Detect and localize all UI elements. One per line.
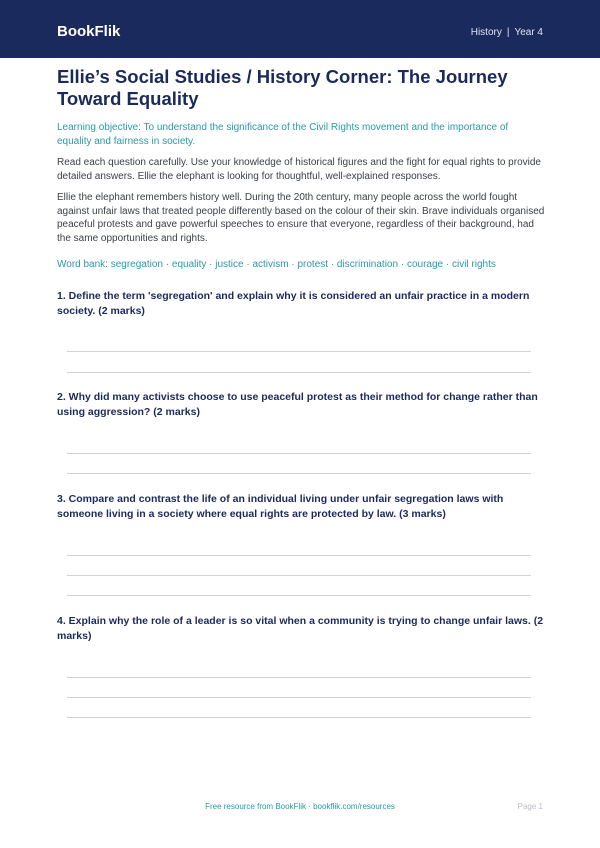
subject-year-label bbox=[471, 26, 543, 40]
answer-line[interactable] bbox=[67, 351, 531, 352]
brand-logo: BookFlik bbox=[57, 23, 121, 40]
meta-separator: | bbox=[506, 27, 510, 38]
page-number: Page 1 bbox=[517, 802, 543, 811]
answer-line[interactable] bbox=[67, 453, 531, 454]
story-paragraph: Ellie the elephant remembers history well. During the 20th century, many people across the world fought against unfair laws that treated people differently based on the colour of their skin. Brave individuals organised peaceful protests and gave powerful speeches to ensure that everyone, regardless of their background, had the same opportunities and rights. bbox=[57, 192, 545, 244]
instructions-paragraph: Read each question carefully. Use your knowledge of historical figures and the fight for equal rights to provide detailed answers. Ellie the elephant is looking for thoughtful, well-explained responses. bbox=[57, 157, 541, 182]
answer-line[interactable] bbox=[67, 575, 531, 576]
answer-line[interactable] bbox=[67, 677, 531, 678]
subject-label: History bbox=[470, 27, 502, 38]
year-label: Year 4 bbox=[514, 27, 543, 38]
question-2: 2. Why did many activists choose to use peaceful protest as their method for change rather than using aggression? (2 marks) bbox=[57, 391, 538, 418]
answer-line[interactable] bbox=[67, 717, 531, 718]
answer-line[interactable] bbox=[67, 697, 531, 698]
answer-line[interactable] bbox=[67, 372, 531, 373]
answer-line[interactable] bbox=[67, 555, 531, 556]
question-4: 4. Explain why the role of a leader is so vital when a community is trying to change unfair laws. (2 marks) bbox=[57, 615, 544, 642]
word-bank: Word bank: segregation · equality · justice · activism · protest · discrimination · courage · civil rights bbox=[57, 259, 496, 270]
footer-credit[interactable]: Free resource from BookFlik · bookflik.com/resources bbox=[205, 802, 395, 811]
answer-line[interactable] bbox=[67, 595, 531, 596]
question-1: 1. Define the term 'segregation' and explain why it is considered an unfair practice in a modern society. (2 marks) bbox=[57, 290, 530, 317]
question-3: 3. Compare and contrast the life of an individual living under unfair segregation laws with someone living in a society where equal rights are protected by law. (3 marks) bbox=[57, 493, 504, 520]
header-bar bbox=[0, 0, 600, 58]
answer-line[interactable] bbox=[67, 473, 531, 474]
page-title: Ellie’s Social Studies / History Corner: The Journey Toward Equality bbox=[57, 66, 508, 109]
learning-objective: Learning objective: To understand the significance of the Civil Rights movement and the importance of equality and fairness in society. bbox=[57, 122, 509, 147]
